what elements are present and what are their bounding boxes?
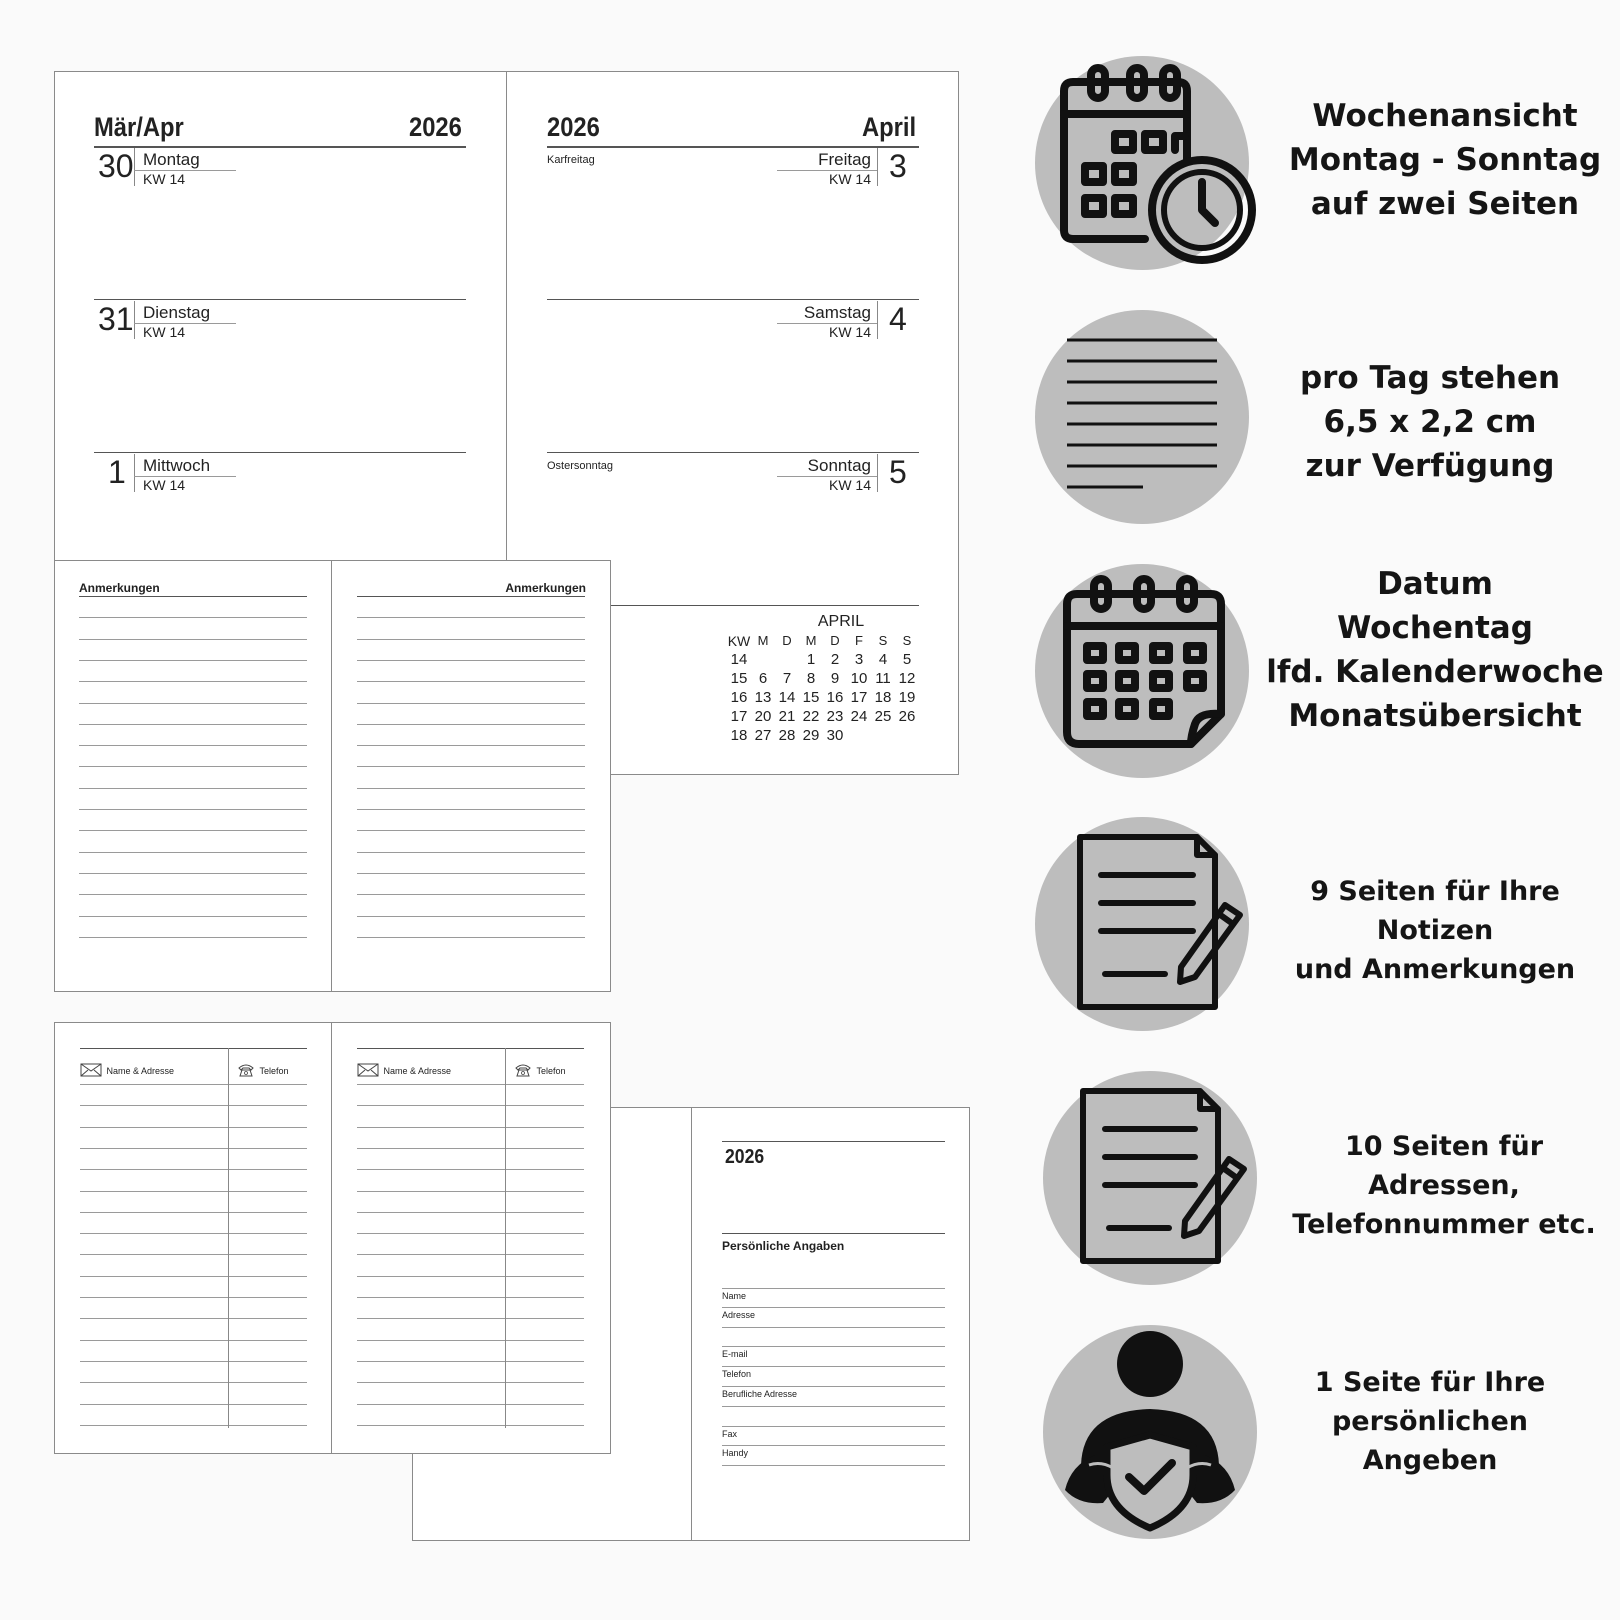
holiday-label: Ostersonntag xyxy=(547,460,614,472)
address-header-left xyxy=(80,1061,174,1079)
ruled-line xyxy=(357,873,585,874)
cal-cell xyxy=(847,726,871,745)
notes-page-left xyxy=(54,560,332,992)
calendar-grid-icon xyxy=(1035,564,1249,778)
cal-cell: 20 xyxy=(754,708,772,725)
feature-line: Angeben xyxy=(1362,1445,1498,1476)
cal-cell: 3 xyxy=(854,651,864,668)
ruled-line xyxy=(79,766,307,767)
ruled-line xyxy=(722,1386,945,1387)
cal-cell: 25 xyxy=(874,708,892,725)
ruled-line xyxy=(357,1148,584,1149)
ruled-line xyxy=(357,1382,584,1383)
ruled-line xyxy=(80,1361,307,1362)
cal-cell: 4 xyxy=(878,651,888,668)
cal-cell: 14 xyxy=(778,689,796,706)
ruled-line xyxy=(357,1105,584,1106)
cal-cell: 23 xyxy=(826,708,844,725)
mini-calendar xyxy=(727,613,925,745)
address-page-right xyxy=(331,1022,611,1454)
document-pen-icon xyxy=(1043,1071,1257,1285)
ruled-line xyxy=(357,639,585,640)
day-number: 3 xyxy=(889,148,907,184)
ruled-line xyxy=(722,1366,945,1367)
ruled-line xyxy=(357,916,585,917)
ruled-line xyxy=(357,1233,584,1234)
cal-cell: 24 xyxy=(850,708,868,725)
personal-field-label: Name xyxy=(722,1291,747,1301)
week-number: KW 14 xyxy=(828,171,871,187)
ruled-line xyxy=(80,1382,307,1383)
ruled-line xyxy=(80,1254,307,1255)
ruled-line xyxy=(79,660,307,661)
ruled-line xyxy=(79,639,307,640)
cal-cell: 8 xyxy=(806,670,816,687)
notes-heading-left: Anmerkungen xyxy=(79,581,160,595)
cal-cell: 1 xyxy=(806,651,816,668)
feature-line: auf zwei Seiten xyxy=(1310,186,1580,222)
personal-field-label: Fax xyxy=(722,1429,738,1439)
ruled-line xyxy=(722,1445,945,1446)
lines-icon xyxy=(1035,310,1249,524)
week-number: KW 14 xyxy=(143,171,186,187)
ruled-line xyxy=(79,830,307,831)
cal-cell: 17 xyxy=(730,708,748,725)
ruled-line xyxy=(357,788,585,789)
ruled-line xyxy=(79,916,307,917)
cal-cell xyxy=(895,726,919,745)
envelope-icon xyxy=(80,1063,102,1077)
cal-cell: 27 xyxy=(754,727,772,744)
feature-line: 1 Seite für Ihre xyxy=(1314,1367,1546,1398)
ruled-line xyxy=(79,745,307,746)
ruled-line xyxy=(357,809,585,810)
ruled-line xyxy=(357,852,585,853)
ruled-line xyxy=(722,1307,945,1308)
week-right-year: 2026 xyxy=(547,112,600,142)
feature-1-text xyxy=(1270,94,1620,226)
feature-line: Monatsübersicht xyxy=(1288,698,1582,734)
feature-4-text xyxy=(1250,872,1620,989)
cal-cell xyxy=(871,726,895,745)
personal-field-label: E-mail xyxy=(722,1349,748,1359)
cal-cell: 17 xyxy=(850,689,868,706)
week-left-year: 2026 xyxy=(409,112,462,142)
ruled-line xyxy=(357,830,585,831)
ruled-line xyxy=(79,681,307,682)
cal-cell: 7 xyxy=(782,670,792,687)
cal-header: KW xyxy=(727,632,751,649)
ruled-line xyxy=(80,1318,307,1319)
feature-line: pro Tag stehen xyxy=(1299,360,1561,396)
ruled-line xyxy=(80,1276,307,1277)
feature-1-circle xyxy=(1035,56,1249,270)
feature-3-circle xyxy=(1035,564,1249,778)
personal-page xyxy=(691,1107,970,1541)
personal-field-label: Handy xyxy=(722,1448,749,1458)
ruled-line xyxy=(80,1105,307,1106)
address-phone-label: Telefon xyxy=(536,1066,566,1076)
telephone-icon xyxy=(237,1063,255,1077)
feature-6-circle xyxy=(1043,1325,1257,1539)
cal-cell: 21 xyxy=(778,708,796,725)
ruled-line xyxy=(357,703,585,704)
ruled-line xyxy=(79,894,307,895)
cal-header: M xyxy=(805,633,817,648)
cal-header: F xyxy=(855,633,863,648)
cal-header: M xyxy=(757,633,769,648)
address-top-rule xyxy=(80,1048,307,1049)
address-header-right xyxy=(357,1061,451,1079)
calendar-clock-icon xyxy=(1035,56,1249,270)
address-phone-label: Telefon xyxy=(259,1066,289,1076)
feature-2-text xyxy=(1255,356,1605,488)
feature-line: und Anmerkungen xyxy=(1294,954,1576,985)
ruled-line xyxy=(722,1327,945,1328)
cal-cell: 30 xyxy=(826,727,844,744)
ruled-line xyxy=(722,1288,945,1289)
cal-cell: 29 xyxy=(802,727,820,744)
mini-calendar-title: APRIL xyxy=(817,613,865,630)
ruled-line xyxy=(357,766,585,767)
cal-cell: 11 xyxy=(875,670,891,687)
day-number: 30 xyxy=(98,148,134,184)
ruled-line xyxy=(357,1127,584,1128)
ruled-line xyxy=(79,873,307,874)
week-number: KW 14 xyxy=(143,477,186,493)
ruled-line xyxy=(80,1425,307,1426)
week-left-month: Mär/Apr xyxy=(94,112,184,142)
cal-header: S xyxy=(878,633,888,648)
ruled-line xyxy=(357,1254,584,1255)
address-phone-right xyxy=(514,1061,565,1079)
ruled-line xyxy=(722,1465,945,1466)
cal-cell: 19 xyxy=(898,689,916,706)
ruled-line xyxy=(79,937,307,938)
cal-cell: 5 xyxy=(902,651,912,668)
week-right-month: April xyxy=(862,112,917,142)
ruled-line xyxy=(80,1127,307,1128)
notes-heading-rule xyxy=(357,596,585,597)
personal-field-label: Berufliche Adresse xyxy=(722,1389,798,1399)
feature-line: Montag - Sonntag xyxy=(1288,142,1602,178)
cal-cell: 28 xyxy=(778,727,796,744)
feature-4-circle xyxy=(1035,817,1249,1031)
week-number: KW 14 xyxy=(828,324,871,340)
ruled-line xyxy=(80,1084,307,1085)
personal-heading: Persönliche Angaben xyxy=(722,1239,845,1253)
feature-line: 9 Seiten für Ihre Notizen xyxy=(1310,876,1560,946)
ruled-line xyxy=(79,617,307,618)
feature-line: Datum xyxy=(1377,566,1493,602)
notes-heading-rule xyxy=(79,596,307,597)
envelope-icon xyxy=(357,1063,379,1077)
week-number: KW 14 xyxy=(828,477,871,493)
telephone-icon xyxy=(514,1063,532,1077)
column-divider xyxy=(505,1048,506,1428)
ruled-line xyxy=(79,703,307,704)
day-name: Sonntag xyxy=(807,456,871,475)
ruled-line xyxy=(80,1404,307,1405)
ruled-line xyxy=(357,1404,584,1405)
person-shield-icon xyxy=(1043,1325,1257,1539)
cal-cell: 12 xyxy=(898,670,916,687)
cal-cell: 15 xyxy=(802,689,820,706)
ruled-line xyxy=(79,788,307,789)
ruled-line xyxy=(357,1318,584,1319)
day-name: Freitag xyxy=(818,150,871,169)
ruled-line xyxy=(722,1406,945,1407)
ruled-line xyxy=(357,1212,584,1213)
cal-cell xyxy=(751,650,775,669)
cal-cell: 15 xyxy=(730,670,748,687)
ruled-line xyxy=(80,1233,307,1234)
ruled-line xyxy=(79,852,307,853)
day-number: 1 xyxy=(108,454,126,490)
ruled-line xyxy=(80,1212,307,1213)
ruled-line xyxy=(357,937,585,938)
ruled-line xyxy=(357,1340,584,1341)
feature-line: lfd. Kalenderwoche xyxy=(1266,654,1604,690)
week-number: KW 14 xyxy=(143,324,186,340)
cal-header: D xyxy=(782,633,792,648)
day-name: Montag xyxy=(143,150,200,169)
ruled-line xyxy=(357,894,585,895)
feature-line: Wochentag xyxy=(1337,610,1533,646)
address-phone-left xyxy=(237,1061,288,1079)
personal-year: 2026 xyxy=(725,1146,765,1168)
personal-field-label: Adresse xyxy=(722,1310,756,1320)
mini-calendar-table xyxy=(727,631,919,745)
feature-line: Wochenansicht xyxy=(1312,98,1578,134)
ruled-line xyxy=(357,1084,584,1085)
ruled-line xyxy=(357,617,585,618)
cal-cell: 16 xyxy=(826,689,844,706)
feature-line: persönlichen xyxy=(1331,1406,1529,1437)
cal-header: D xyxy=(830,633,840,648)
ruled-line xyxy=(357,1191,584,1192)
ruled-line xyxy=(357,1276,584,1277)
ruled-line xyxy=(357,1361,584,1362)
cal-cell: 18 xyxy=(730,727,748,744)
cal-cell: 22 xyxy=(802,708,820,725)
ruled-line xyxy=(80,1297,307,1298)
personal-field-label: Telefon xyxy=(722,1369,752,1379)
notes-heading-right: Anmerkungen xyxy=(505,581,586,595)
notes-page-right xyxy=(331,560,611,992)
ruled-line xyxy=(357,1425,584,1426)
cal-cell: 18 xyxy=(874,689,892,706)
cal-cell: 26 xyxy=(898,708,916,725)
cal-cell: 10 xyxy=(850,670,868,687)
feature-line: 10 Seiten für Adressen, xyxy=(1344,1131,1544,1201)
address-name-label: Name & Adresse xyxy=(106,1066,174,1076)
day-name: Samstag xyxy=(803,303,871,322)
ruled-line xyxy=(357,745,585,746)
cal-header: S xyxy=(902,633,912,648)
ruled-line xyxy=(357,1297,584,1298)
feature-line: zur Verfügung xyxy=(1305,448,1555,484)
feature-line: Telefonnummer etc. xyxy=(1292,1209,1596,1240)
day-name: Dienstag xyxy=(143,303,211,322)
day-name: Mittwoch xyxy=(143,456,211,475)
feature-5-circle xyxy=(1043,1071,1257,1285)
cal-cell: 2 xyxy=(830,651,840,668)
cal-cell xyxy=(775,650,799,669)
day-number: 4 xyxy=(889,301,907,337)
feature-2-circle xyxy=(1035,310,1249,524)
feature-3-text xyxy=(1250,562,1620,738)
ruled-line xyxy=(80,1169,307,1170)
column-divider xyxy=(228,1048,229,1428)
cal-cell: 14 xyxy=(730,651,748,668)
ruled-line xyxy=(357,660,585,661)
ruled-line xyxy=(722,1426,945,1427)
ruled-line xyxy=(357,1169,584,1170)
ruled-line xyxy=(722,1346,945,1347)
address-page-left xyxy=(54,1022,332,1454)
address-name-label: Name & Adresse xyxy=(383,1066,451,1076)
notes-pen-icon xyxy=(1035,817,1249,1031)
feature-6-text xyxy=(1255,1363,1605,1480)
ruled-line xyxy=(80,1148,307,1149)
ruled-line xyxy=(80,1340,307,1341)
holiday-label: Karfreitag xyxy=(547,154,595,166)
feature-line: 6,5 x 2,2 cm xyxy=(1323,404,1537,440)
ruled-line xyxy=(79,809,307,810)
ruled-line xyxy=(357,724,585,725)
feature-5-text xyxy=(1268,1127,1620,1244)
day-number: 31 xyxy=(98,301,134,337)
ruled-line xyxy=(79,724,307,725)
address-top-rule xyxy=(357,1048,584,1049)
cal-cell: 16 xyxy=(730,689,748,706)
cal-cell: 9 xyxy=(830,670,840,687)
cal-cell: 6 xyxy=(758,670,768,687)
cal-cell: 13 xyxy=(754,689,772,706)
day-number: 5 xyxy=(889,454,907,490)
ruled-line xyxy=(80,1191,307,1192)
ruled-line xyxy=(357,681,585,682)
